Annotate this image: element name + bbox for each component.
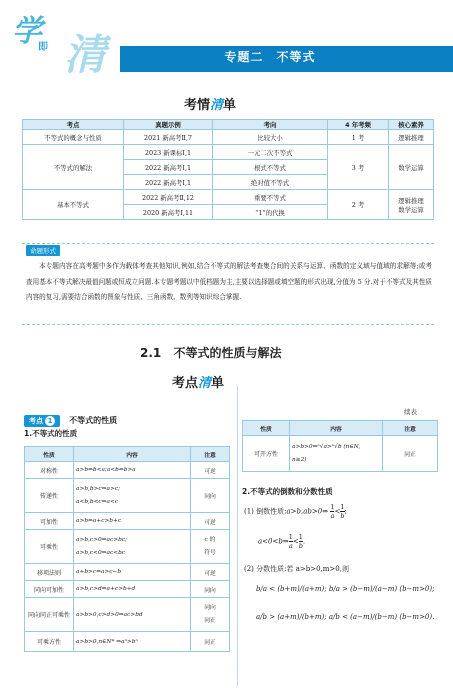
note-line: 符号	[204, 549, 216, 556]
fraction-line-1: b/a < (b+m)/(a+m); b/a > (b−m)/(a−m) (b−m>0);	[256, 585, 435, 593]
prop-content: a>b>0,n∈N* ⇒aⁿ>bⁿ	[74, 632, 191, 652]
table-row	[23, 145, 434, 160]
prop-note: 同正	[383, 436, 438, 472]
prop-note: 可逆	[191, 513, 230, 530]
content-line: a>b,b>c⇒a>c;	[76, 485, 121, 492]
literacy-item: 数学运算	[398, 205, 424, 214]
col-header: 考点	[23, 120, 124, 130]
literacy-cell	[389, 190, 434, 220]
col-header: 注意	[191, 447, 230, 462]
proposition-text: 本专题内容在高考题中多作为载体考查其他知识,例如,结合不等式的解法考查集合间的关系与运算、函数的定义域与值域的求解等;或考查用基本不等式解决最值问题或恒成立问题.本专题考题以中低档题为主,主要以选择题或填空题的形式出现,分值为 5 分.对于不等式及其性质内容的复习,需要结合函数的图象与性质、三角函数、数列等知识综合掌握.	[26, 262, 432, 301]
direction-cell: 根式不等式	[213, 160, 328, 175]
prop-content: a>b⇔a+c>b+c	[74, 513, 191, 530]
prop-name: 可加性	[25, 513, 74, 530]
table-row	[25, 632, 230, 652]
prop-name: 移项法则	[25, 564, 74, 581]
brand-logo-small: 即	[38, 42, 48, 53]
point-cell: 不等式的概念与性质	[23, 130, 124, 145]
proposition-box	[22, 243, 434, 325]
content-line: a<b,b<c⇒a<c	[76, 498, 119, 505]
literacy-cell: 逻辑推理	[389, 130, 434, 145]
item1-tail: ;	[344, 507, 347, 516]
literacy-cell: 数学运算	[389, 145, 434, 190]
table-row	[243, 436, 438, 472]
prop-content	[74, 530, 191, 564]
table-row	[25, 598, 230, 632]
prop-note	[191, 598, 230, 632]
prop-note: 可逆	[191, 462, 230, 479]
prop-note: 同正	[191, 632, 230, 652]
proposition-tag: 命题形式	[26, 245, 60, 256]
point-cell: 不等式的解法	[23, 145, 124, 190]
continued-table-header	[243, 421, 438, 436]
col-header: 内容	[74, 447, 191, 462]
prop-note: 同向	[191, 479, 230, 513]
col-header: 核心素养	[389, 120, 434, 130]
table-row	[25, 530, 230, 564]
topic-title: 专题二 不等式	[224, 50, 316, 64]
exam-table	[22, 119, 434, 220]
note-line: c 的	[204, 536, 216, 543]
exam-heading-highlight: 清	[210, 98, 224, 113]
kd-badge-text: 考点	[29, 417, 43, 425]
table-row	[25, 581, 230, 598]
kd1-heading	[24, 408, 117, 427]
content-line: a>b,c>0⇒ac>bc;	[76, 536, 127, 543]
fraction-line-2: a/b > (a+m)/(b+m); a/b < (a−m)/(b−m) (b−m>0).	[256, 613, 435, 621]
example-cell: 2022 新高考Ⅰ,1	[124, 160, 213, 175]
prop-name: 同向可加性	[25, 581, 74, 598]
properties-table-header	[25, 447, 230, 462]
table-row	[25, 564, 230, 581]
col-header: 考向	[213, 120, 328, 130]
table-row	[25, 462, 230, 479]
example-cell: 2021 新高考Ⅱ,7	[124, 130, 213, 145]
section-number: 2.1	[140, 346, 162, 360]
literacy-item: 逻辑推理	[398, 196, 424, 205]
direction-cell: 比较大小	[213, 130, 328, 145]
table-row	[25, 479, 230, 513]
prop-note: 同向	[191, 581, 230, 598]
kd-number: 1	[45, 416, 55, 426]
subheading-reciprocal: 2.不等式的倒数和分数性质	[242, 487, 333, 496]
knowledge-heading-highlight: 清	[198, 376, 212, 391]
table-row	[23, 190, 434, 205]
prop-content: a>b⇔b<a;a<b⇔b>a	[74, 462, 191, 479]
freq-cell: 2 考	[328, 190, 389, 220]
freq-cell: 1 考	[328, 130, 389, 145]
prop-content: a>b>0,c>d>0⇒ac>bd	[74, 598, 191, 632]
content-line: a>b,c<0⇒ac<bc	[76, 549, 126, 556]
table-row	[23, 130, 434, 145]
subheading-properties: 1.不等式的性质	[24, 429, 78, 438]
example-cell: 2022 新高考Ⅱ,12	[124, 190, 213, 205]
fraction-1-over-a: $\frac{1}{a}$	[330, 503, 335, 520]
col-header: 性质	[243, 421, 290, 436]
item1-condition: a>b,ab>0⇒	[286, 507, 329, 516]
exam-table-header	[23, 120, 434, 130]
item1-label: (1) 倒数性质:	[244, 507, 287, 516]
direction-cell: 重要不等式	[213, 190, 328, 205]
prop-name: 同向同正可乘性	[25, 598, 74, 632]
col-header: 性质	[25, 447, 74, 462]
brand-logo-large: 清	[64, 30, 107, 79]
prop-name: 对称性	[25, 462, 74, 479]
item1-tail-2: .	[302, 537, 306, 546]
exam-heading-suffix: 单	[223, 98, 237, 113]
direction-cell: 一元二次不等式	[213, 145, 328, 160]
knowledge-list-heading	[172, 372, 224, 391]
col-header: 4 年考频	[328, 120, 389, 130]
freq-cell: 3 考	[328, 145, 389, 190]
prop-name: 可乘方性	[25, 632, 74, 652]
note-line: 同向	[204, 604, 216, 611]
prop-name: 可乘性	[25, 530, 74, 564]
content-line: n≥2)	[292, 456, 307, 463]
example-cell: 2020 新高考Ⅰ,11	[124, 205, 213, 220]
prop-name: 传递性	[25, 479, 74, 513]
col-header: 真题示例	[124, 120, 213, 130]
fraction-1-over-b: $\frac{1}{b}$	[298, 533, 303, 550]
prop-note: 可逆	[191, 564, 230, 581]
continued-table	[242, 420, 438, 472]
example-cell: 2022 新高考Ⅰ,1	[124, 175, 213, 190]
section-title	[140, 344, 281, 361]
kd-title: 不等式的性质	[69, 416, 118, 425]
direction-cell: 绝对值不等式	[213, 175, 328, 190]
prop-note	[191, 530, 230, 564]
prop-content: a>b,c>d⇒a+c>b+d	[74, 581, 191, 598]
note-line: 同正	[204, 617, 216, 624]
content-line: a>b>0⇒ⁿ√a>ⁿ√b (n∈N,	[292, 443, 361, 450]
prop-name: 可开方性	[243, 436, 290, 472]
prop-content: a+b>c⇔a>c−b	[74, 564, 191, 581]
continued-label: 续表	[404, 408, 417, 416]
point-cell: 基本不等式	[23, 190, 124, 220]
exam-heading-prefix: 考情	[184, 98, 211, 113]
exam-list-heading	[184, 94, 236, 113]
fraction-1-over-b: $\frac{1}{b}$	[340, 503, 345, 520]
section-title-text: 不等式的性质与解法	[173, 346, 282, 360]
kd-badge	[24, 415, 60, 427]
example-cell: 2023 新课标Ⅰ,1	[124, 145, 213, 160]
knowledge-heading-suffix: 单	[211, 376, 225, 391]
col-header: 内容	[290, 421, 383, 436]
properties-table	[24, 446, 230, 652]
direction-cell: “1”的代换	[213, 205, 328, 220]
knowledge-heading-prefix: 考点	[172, 376, 199, 391]
prop-content	[74, 479, 191, 513]
fraction-1-over-a: $\frac{1}{a}$	[288, 533, 293, 550]
table-row	[25, 513, 230, 530]
brand-logo: 学	[12, 14, 42, 49]
col-header: 注意	[383, 421, 438, 436]
fraction-property-label: (2) 分数性质:若 a>b>0,m>0,则	[244, 565, 349, 573]
prop-content	[290, 436, 383, 472]
item1-condition-2: a<0<b⇒	[258, 537, 289, 546]
column-divider	[237, 386, 238, 686]
reciprocal-line-2: a<0<b⇒ $\frac{1}{a}<$ $\frac{1}{b}$.	[258, 533, 306, 550]
reciprocal-line-1: (1) 倒数性质:a>b,ab>0⇒ $\frac{1}{a}<$ $\frac{1}{b}$;	[244, 503, 347, 520]
